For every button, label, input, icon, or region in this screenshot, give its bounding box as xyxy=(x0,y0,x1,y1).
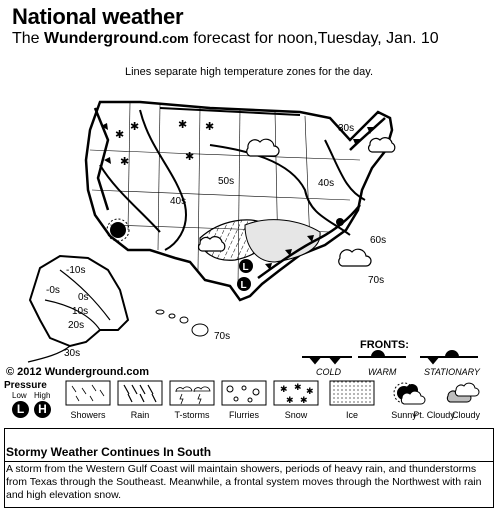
showers-legend-box xyxy=(66,381,110,405)
svg-text:✱: ✱ xyxy=(280,384,288,394)
low-pressure-symbol: L xyxy=(12,401,29,418)
low-marker-1: L xyxy=(242,262,249,273)
flurries-legend-box xyxy=(222,381,266,405)
temp-label: -0s xyxy=(46,285,60,296)
temp-label: 40s xyxy=(318,178,335,189)
legend-label-sunny: Sunny xyxy=(391,410,417,420)
snow-icon xyxy=(280,382,314,405)
legend-label-rain: Rain xyxy=(130,410,150,420)
svg-text:✱: ✱ xyxy=(294,382,302,392)
front-label-stationary: STATIONARY xyxy=(424,367,480,377)
front-label-warm: WARM xyxy=(368,367,397,377)
temp-label: 0s xyxy=(78,292,89,303)
brand-name: Wunderground xyxy=(44,30,159,47)
svg-text:✱: ✱ xyxy=(130,121,140,133)
low-marker-2: L xyxy=(240,280,247,291)
high-pressure-symbol: H xyxy=(34,401,51,418)
svg-text:✱: ✱ xyxy=(300,395,308,405)
temp-label: 70s xyxy=(214,331,231,342)
temp-label: 70s xyxy=(368,275,385,286)
temp-label: -10s xyxy=(66,265,86,276)
storm-area xyxy=(245,220,320,262)
tstorms-legend-box xyxy=(170,381,214,405)
subtitle-suffix: forecast for noon,Tuesday, Jan. 10 xyxy=(193,30,439,47)
brand-domain: .com xyxy=(158,31,189,46)
temp-label: 20s xyxy=(68,320,85,331)
cloudy-icon xyxy=(447,383,479,402)
rain-icon xyxy=(124,385,156,402)
story-divider xyxy=(4,461,494,462)
legend-label-flurries: Flurries xyxy=(228,410,259,420)
subtitle-prefix: The xyxy=(12,30,40,47)
svg-text:✱: ✱ xyxy=(120,156,130,168)
hawaii-islands xyxy=(156,310,208,336)
map-note: Lines separate high temperature zones for the day. xyxy=(124,66,374,78)
temp-label: 30s xyxy=(64,348,81,359)
svg-text:✱: ✱ xyxy=(286,395,294,405)
copyright: © 2012 Wunderground.com xyxy=(6,366,149,378)
front-label-cold: COLD xyxy=(316,367,342,377)
low-legend-label: Low xyxy=(12,391,27,400)
legend-label-showers: Showers xyxy=(70,410,106,420)
story-body: A storm from the Western Gulf Coast will maintain showers, periods of heavy rain, and thunderstorms from Texas through the Southeast. Meanwhile, a frontal system moves through the Northwest with rain and high elevation snow. xyxy=(6,463,482,501)
conditions-legend-symbols xyxy=(0,380,498,410)
svg-text:✱: ✱ xyxy=(185,151,195,163)
showers-icon xyxy=(72,385,104,401)
flurries-icon xyxy=(227,386,259,402)
pressure-legend-title: Pressure xyxy=(4,380,47,391)
legend-label-pt-cloudy: Pt. Cloudy xyxy=(413,410,455,420)
fronts-title: FRONTS: xyxy=(360,339,409,351)
temp-label: 50s xyxy=(218,176,235,187)
temp-label: 40s xyxy=(170,196,187,207)
temp-label: 60s xyxy=(370,235,387,246)
story-headline: Stormy Weather Continues In South xyxy=(6,445,212,459)
legend-label-ice: Ice xyxy=(345,410,358,420)
high-legend-label: High xyxy=(34,391,51,400)
svg-text:✱: ✱ xyxy=(178,119,188,131)
legend-label-snow: Snow xyxy=(284,410,308,420)
svg-text:✱: ✱ xyxy=(205,121,215,133)
ice-icon xyxy=(330,381,374,405)
page-title: National weather xyxy=(12,4,184,29)
svg-text:✱: ✱ xyxy=(306,386,314,396)
front-legend-cold xyxy=(302,357,352,363)
temp-label: 30s xyxy=(338,123,355,134)
svg-text:✱: ✱ xyxy=(115,129,125,141)
tstorms-icon xyxy=(176,387,210,404)
temp-label: 10s xyxy=(72,306,89,317)
legend-label-cloudy: Cloudy xyxy=(451,410,480,420)
front-legend-warm xyxy=(358,351,406,357)
front-legend-stationary xyxy=(420,351,478,363)
legend-label-tstorms: T-storms xyxy=(174,410,210,420)
